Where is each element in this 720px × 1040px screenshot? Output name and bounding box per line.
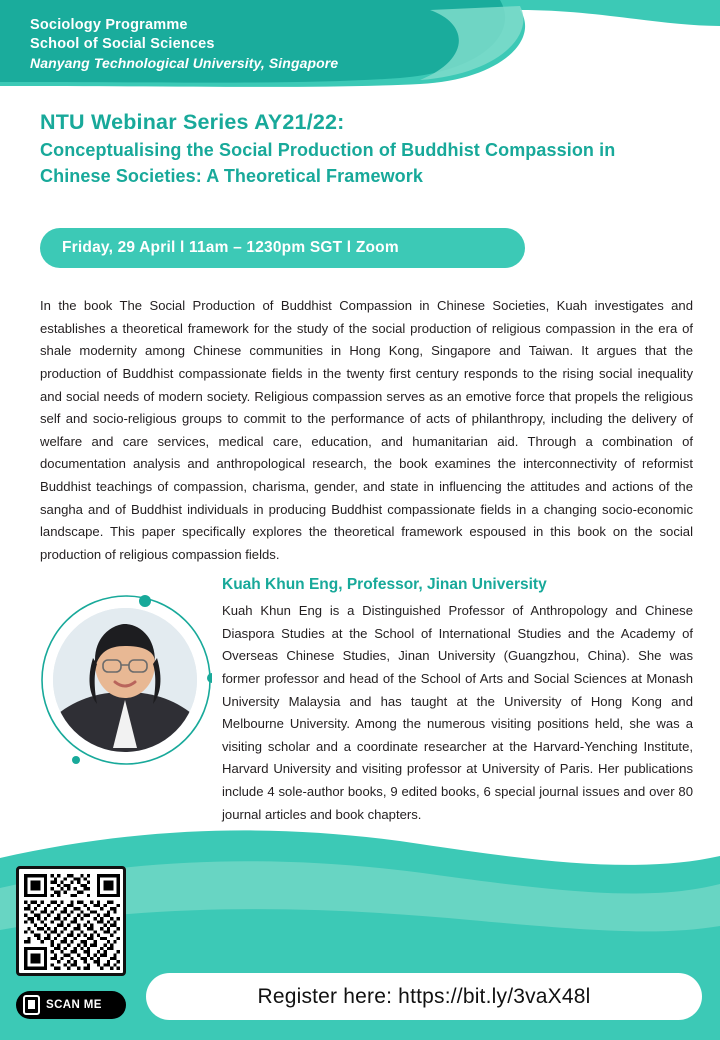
qr-code-icon [24, 874, 120, 970]
speaker-photo-container [40, 592, 212, 772]
phone-scan-icon [23, 995, 40, 1015]
register-link-text: Register here: https://bit.ly/3vaX48l [257, 984, 591, 1008]
speaker-block [222, 576, 693, 826]
abstract-text: In the book The Social Production of Buddhist Compassion in Chinese Societies, Kuah investigates and establishes a theoretical framework for the study of the social production of religious compassion in the era of shale modernity among Chinese communities in Hong Kong, Singapore and Taiwan. It argues that the production of Buddhist compassionate fields in the twenty first century responds to the rising social inequality and social needs of modern society. Religious compassion serves as an emotive force that propels the religious self and socio-religious groups to commit to the performance of acts of philanthropy, including the delivery of welfare and care services, medical care, education, and humanitarian aid. Through a combination of documentation analysis and anthropological research, the book examines the interconnectivity of reformist Buddhist teachings of compassion, charisma, gender, and state in influencing the attitudes and actions of the sangha and of Buddhist individuals in producing Buddhist compassionate fields in a changing socio-economic landscape. This paper specifically explores the theoretical framework espoused in this book on the social production of religious compassion fields. [40, 298, 693, 563]
scan-me-badge[interactable] [16, 991, 126, 1019]
page-title [40, 110, 690, 189]
event-datetime-label: Friday, 29 April l 11am – 1230pm SGT l Zoom [62, 239, 399, 256]
scan-me-label: SCAN ME [46, 999, 102, 1011]
title-topic: Conceptualising the Social Production of Buddhist Compassion in Chinese Societies: A Theoretical Framework [40, 140, 616, 186]
speaker-name: Kuah Khun Eng, Professor, Jinan University [222, 576, 547, 593]
title-series: NTU Webinar Series AY21/22: [40, 110, 345, 134]
register-link-banner[interactable] [146, 973, 702, 1020]
avatar [53, 608, 197, 752]
event-datetime-badge [40, 228, 525, 268]
header-line-school: School of Social Sciences [30, 36, 215, 53]
speaker-portrait-icon [53, 608, 197, 752]
speaker-bio: Kuah Khun Eng is a Distinguished Professor of Anthropology and Chinese Diaspora Studies at the School of International Studies and the Academy of Overseas Chinese Studies, Jinan University (Guangzhou, China). She was former professor and head of the School of Arts and Social Sciences at Monash University Malaysia and has taught at the University of Hong Kong and Melbourne University. Among the numerous visiting positions held, she was a visiting scholar and a coordinate researcher at the Harvard-Yenching Institute, Harvard University and visiting professor at University of Paris. Her publications include 4 sole-author books, 9 edited books, 6 special journal issues and over 80 journal articles and book chapters. [222, 603, 693, 822]
header-line-university: Nanyang Technological University, Singapore [30, 55, 339, 72]
institution-header [30, 16, 338, 73]
header-line-programme: Sociology Programme [30, 17, 188, 33]
qr-code[interactable] [16, 866, 126, 976]
